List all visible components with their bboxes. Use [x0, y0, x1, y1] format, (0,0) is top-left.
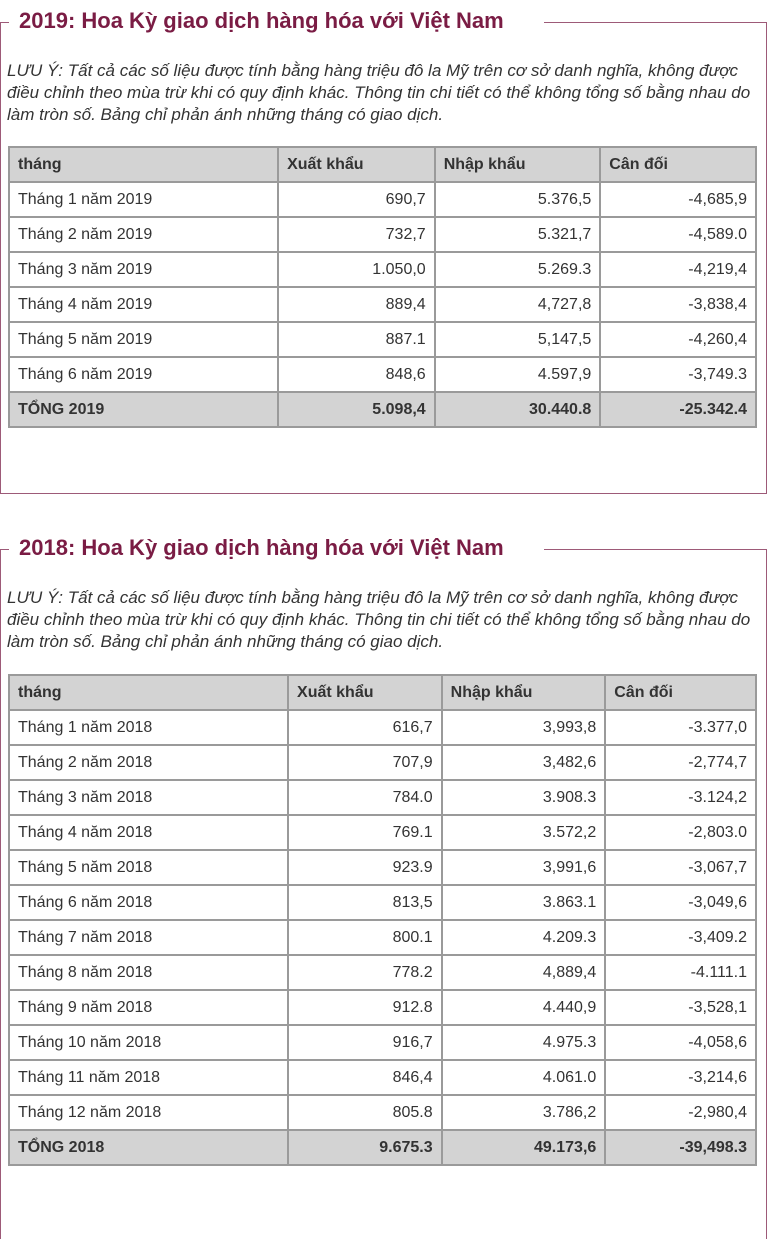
table-header-row — [9, 675, 756, 710]
header-imports: Nhập khẩu — [442, 675, 606, 710]
cell-balance: -3,838,4 — [600, 287, 756, 322]
cell-imports: 4.209.3 — [442, 920, 606, 955]
cell-exports: 784.0 — [288, 780, 442, 815]
cell-month: Tháng 5 năm 2018 — [9, 850, 288, 885]
cell-month: Tháng 1 năm 2019 — [9, 182, 278, 217]
cell-imports: 5.321,7 — [435, 217, 601, 252]
trade-table — [8, 674, 757, 1166]
cell-imports: 3.863.1 — [442, 885, 606, 920]
cell-balance: -3,528,1 — [605, 990, 756, 1025]
cell-exports: 690,7 — [278, 182, 435, 217]
cell-month: Tháng 8 năm 2018 — [9, 955, 288, 990]
table-row — [9, 217, 756, 252]
table-row — [9, 357, 756, 392]
cell-imports: 4.440,9 — [442, 990, 606, 1025]
total-label: TỔNG 2018 — [9, 1130, 288, 1165]
cell-month: Tháng 6 năm 2018 — [9, 885, 288, 920]
cell-balance: -3,409.2 — [605, 920, 756, 955]
cell-month: Tháng 2 năm 2019 — [9, 217, 278, 252]
header-balance: Cân đối — [600, 147, 756, 182]
cell-month: Tháng 9 năm 2018 — [9, 990, 288, 1025]
total-exports: 5.098,4 — [278, 392, 435, 427]
cell-exports: 846,4 — [288, 1060, 442, 1095]
section-title: 2018: Hoa Kỳ giao dịch hàng hóa với Việt Nam — [9, 534, 514, 562]
cell-balance: -4,058,6 — [605, 1025, 756, 1060]
table-row — [9, 885, 756, 920]
cell-exports: 616,7 — [288, 710, 442, 745]
cell-balance: -4,685,9 — [600, 182, 756, 217]
cell-imports: 3.572,2 — [442, 815, 606, 850]
header-month: tháng — [9, 675, 288, 710]
cell-balance: -4,260,4 — [600, 322, 756, 357]
cell-exports: 800.1 — [288, 920, 442, 955]
cell-imports: 3,993,8 — [442, 710, 606, 745]
cell-balance: -3,067,7 — [605, 850, 756, 885]
legend-border-right — [544, 22, 766, 23]
cell-exports: 732,7 — [278, 217, 435, 252]
total-balance: -39,498.3 — [605, 1130, 756, 1165]
trade-section-2019 — [0, 8, 767, 494]
cell-imports: 5.376,5 — [435, 182, 601, 217]
total-imports: 49.173,6 — [442, 1130, 606, 1165]
total-exports: 9.675.3 — [288, 1130, 442, 1165]
cell-month: Tháng 3 năm 2019 — [9, 252, 278, 287]
table-total-row — [9, 392, 756, 427]
cell-exports: 848,6 — [278, 357, 435, 392]
table-header-row — [9, 147, 756, 182]
table-row — [9, 990, 756, 1025]
cell-exports: 707,9 — [288, 745, 442, 780]
cell-month: Tháng 3 năm 2018 — [9, 780, 288, 815]
table-row — [9, 182, 756, 217]
section-note: LƯU Ý: Tất cả các số liệu được tính bằng hàng triệu đô la Mỹ trên cơ sở danh nghĩa, không được điều chỉnh theo mùa trừ khi có quy định khác. Thông tin chi tiết có thể không tổng số bằng nhau do làm tròn số. Bảng chỉ phản ánh những tháng có giao dịch. — [7, 61, 751, 124]
cell-month: Tháng 4 năm 2018 — [9, 815, 288, 850]
cell-imports: 3.908.3 — [442, 780, 606, 815]
table-row — [9, 745, 756, 780]
cell-imports: 4.061.0 — [442, 1060, 606, 1095]
table-row — [9, 710, 756, 745]
table-row — [9, 1095, 756, 1130]
cell-balance: -3,749.3 — [600, 357, 756, 392]
cell-imports: 3,482,6 — [442, 745, 606, 780]
cell-balance: -3,049,6 — [605, 885, 756, 920]
header-balance: Cân đối — [605, 675, 756, 710]
cell-month: Tháng 5 năm 2019 — [9, 322, 278, 357]
total-label: TỔNG 2019 — [9, 392, 278, 427]
cell-imports: 4,727,8 — [435, 287, 601, 322]
section-title: 2019: Hoa Kỳ giao dịch hàng hóa với Việt Nam — [9, 7, 514, 35]
header-exports: Xuất khẩu — [288, 675, 442, 710]
cell-month: Tháng 7 năm 2018 — [9, 920, 288, 955]
cell-imports: 5,147,5 — [435, 322, 601, 357]
cell-month: Tháng 11 năm 2018 — [9, 1060, 288, 1095]
cell-exports: 1.050,0 — [278, 252, 435, 287]
cell-exports: 769.1 — [288, 815, 442, 850]
total-imports: 30.440.8 — [435, 392, 601, 427]
cell-balance: -2,980,4 — [605, 1095, 756, 1130]
cell-exports: 916,7 — [288, 1025, 442, 1060]
cell-month: Tháng 6 năm 2019 — [9, 357, 278, 392]
cell-balance: -3.377,0 — [605, 710, 756, 745]
cell-exports: 923.9 — [288, 850, 442, 885]
cell-balance: -4,589.0 — [600, 217, 756, 252]
cell-imports: 3.786,2 — [442, 1095, 606, 1130]
table-row — [9, 955, 756, 990]
cell-balance: -4,219,4 — [600, 252, 756, 287]
table-row — [9, 780, 756, 815]
cell-exports: 887.1 — [278, 322, 435, 357]
cell-balance: -3,214,6 — [605, 1060, 756, 1095]
legend-border-left — [1, 549, 9, 550]
cell-exports: 813,5 — [288, 885, 442, 920]
table-total-row — [9, 1130, 756, 1165]
trade-table — [8, 146, 757, 428]
cell-exports: 778.2 — [288, 955, 442, 990]
cell-exports: 805.8 — [288, 1095, 442, 1130]
cell-month: Tháng 4 năm 2019 — [9, 287, 278, 322]
table-row — [9, 1060, 756, 1095]
cell-imports: 3,991,6 — [442, 850, 606, 885]
section-note: LƯU Ý: Tất cả các số liệu được tính bằng hàng triệu đô la Mỹ trên cơ sở danh nghĩa, không được điều chỉnh theo mùa trừ khi có quy định khác. Thông tin chi tiết có thể không tổng số bằng nhau do làm tròn số. Bảng chỉ phản ánh những tháng có giao dịch. — [7, 588, 751, 651]
trade-section-2018 — [0, 535, 767, 1239]
cell-balance: -2,774,7 — [605, 745, 756, 780]
cell-imports: 4.597,9 — [435, 357, 601, 392]
cell-imports: 4.975.3 — [442, 1025, 606, 1060]
legend-border-left — [1, 22, 9, 23]
cell-balance: -4.111.1 — [605, 955, 756, 990]
cell-exports: 889,4 — [278, 287, 435, 322]
header-month: tháng — [9, 147, 278, 182]
table-row — [9, 322, 756, 357]
table-row — [9, 850, 756, 885]
cell-month: Tháng 12 năm 2018 — [9, 1095, 288, 1130]
cell-imports: 5.269.3 — [435, 252, 601, 287]
total-balance: -25.342.4 — [600, 392, 756, 427]
cell-month: Tháng 10 năm 2018 — [9, 1025, 288, 1060]
cell-month: Tháng 1 năm 2018 — [9, 710, 288, 745]
cell-balance: -3.124,2 — [605, 780, 756, 815]
table-row — [9, 815, 756, 850]
table-row — [9, 252, 756, 287]
header-exports: Xuất khẩu — [278, 147, 435, 182]
table-row — [9, 287, 756, 322]
cell-month: Tháng 2 năm 2018 — [9, 745, 288, 780]
cell-imports: 4,889,4 — [442, 955, 606, 990]
table-row — [9, 920, 756, 955]
legend-border-right — [544, 549, 766, 550]
cell-exports: 912.8 — [288, 990, 442, 1025]
cell-balance: -2,803.0 — [605, 815, 756, 850]
header-imports: Nhập khẩu — [435, 147, 601, 182]
table-row — [9, 1025, 756, 1060]
